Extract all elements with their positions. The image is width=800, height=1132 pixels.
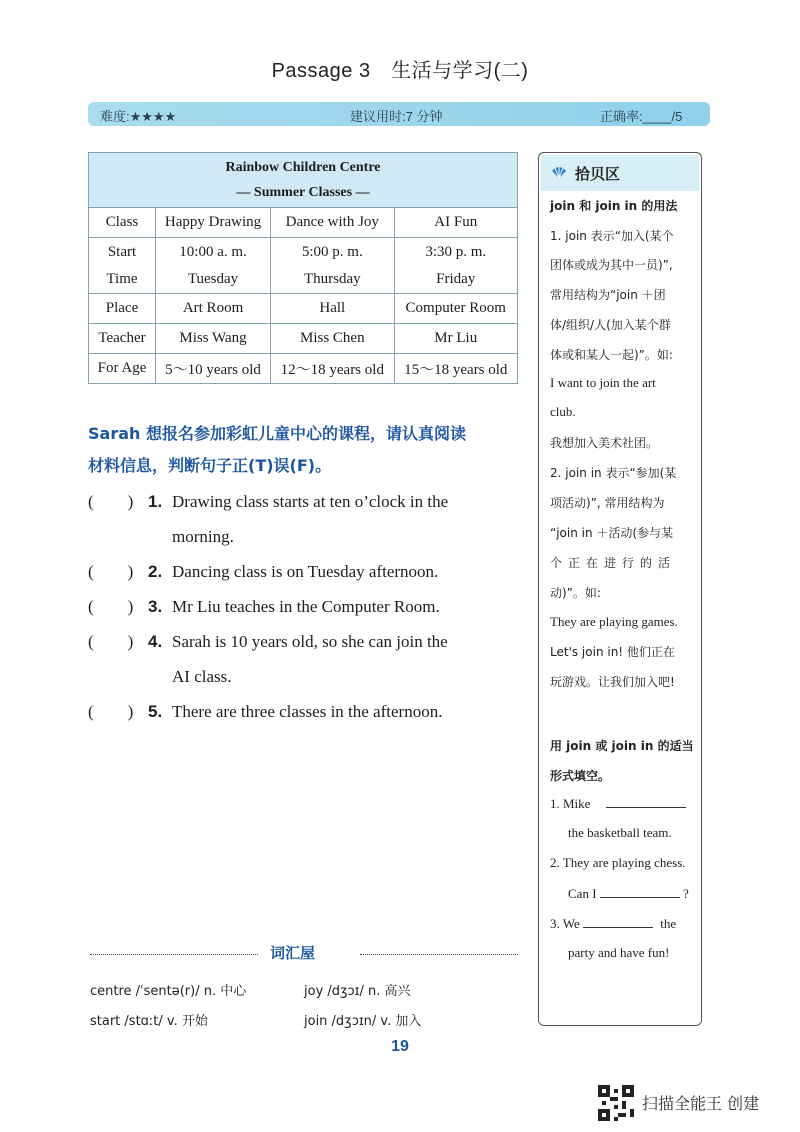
exercise-text: party and have fun! — [568, 945, 670, 960]
fill-blank[interactable] — [583, 915, 653, 928]
table-cell: Dance with Joy — [271, 208, 394, 238]
exercise-text: ? — [683, 886, 689, 901]
table-title: Rainbow Children Centre — [225, 160, 381, 175]
sidebar-line: 我想加入美术社团。 — [550, 436, 659, 450]
cell-line: 10:00 a. m. — [179, 243, 247, 260]
sidebar-line: I want to join the art — [550, 375, 656, 390]
sidebar-line: Let's join in! 他们正在 — [550, 645, 675, 659]
sidebar-line: 动)”。如: — [550, 586, 601, 600]
exercise-text: We — [562, 916, 580, 931]
exercise-number: 1. — [550, 796, 560, 811]
exercise-text: the — [660, 916, 677, 931]
cell-line: Thursday — [303, 270, 361, 287]
table-cell: Hall — [271, 294, 394, 324]
exercise-heading: 用 join 或 join in 的适当 — [550, 739, 694, 753]
question-number: 4. — [148, 632, 163, 651]
answer-bracket[interactable]: ( ) — [88, 702, 134, 721]
table-cell: Happy Drawing — [156, 208, 271, 238]
vocab-item: joy /dʒɔɪ/ n. 高兴 — [304, 984, 411, 999]
table-header — [89, 153, 518, 208]
question-text: Drawing class starts at ten o’clock in the — [172, 492, 449, 511]
question-number: 1. — [148, 492, 163, 511]
row-label-line: Time — [106, 270, 138, 287]
cell-line: Tuesday — [187, 270, 239, 287]
answer-bracket[interactable]: ( ) — [88, 597, 134, 616]
vocab-item: join /dʒɔɪn/ v. 加入 — [304, 1014, 422, 1029]
exercise-text: Mike — [563, 796, 591, 811]
table-cell — [394, 238, 517, 294]
cell-line: 3:30 p. m. — [425, 243, 487, 260]
exercise-item — [550, 915, 700, 932]
question-number: 3. — [148, 597, 163, 616]
instruction-line: Sarah 想报名参加彩虹儿童中心的课程，请认真阅读 — [88, 424, 466, 443]
fill-blank[interactable] — [600, 885, 680, 898]
table-cell: Mr Liu — [394, 324, 517, 354]
page-title: Passage 3 生活与学习(二) — [271, 60, 529, 82]
row-label: Teacher — [89, 324, 156, 354]
exercise-number: 3. — [550, 916, 560, 931]
instruction-line: 材料信息，判断句子正(T)误(F)。 — [88, 456, 332, 475]
exercise-item — [550, 795, 700, 812]
row-label: For Age — [89, 354, 156, 384]
vocab-item: centre /ˈsentə(r)/ n. 中心 — [90, 984, 247, 999]
vocab-item: start /stɑːt/ v. 开始 — [90, 1014, 208, 1029]
divider — [360, 954, 518, 955]
question-text: There are three classes in the afternoon. — [172, 702, 443, 721]
table-row — [89, 238, 518, 294]
exercise-text: They are playing chess. — [562, 855, 686, 870]
question-text-cont: AI class. — [172, 667, 232, 686]
sidebar-line: 玩游戏。让我们加入吧! — [550, 675, 675, 689]
table-cell — [271, 238, 394, 294]
shell-icon — [551, 165, 567, 179]
table-row — [89, 294, 518, 324]
sidebar-line: 团体或成为其中一员)”, — [550, 258, 673, 272]
accuracy-label: 正确率:____/5 — [600, 109, 683, 124]
cell-line: Friday — [436, 270, 476, 287]
table-cell: 15～18 years old — [394, 354, 517, 384]
exercise-text: the basketball team. — [568, 825, 672, 840]
table-row — [89, 208, 518, 238]
sidebar-title: 拾贝区 — [575, 165, 621, 183]
qr-code-icon — [598, 1085, 634, 1121]
schedule-table — [88, 152, 518, 384]
table-cell: Miss Wang — [156, 324, 271, 354]
question-text: Mr Liu teaches in the Computer Room. — [172, 597, 440, 616]
row-label-line: Start — [107, 243, 137, 260]
sidebar-line: 项活动)”, 常用结构为 — [550, 496, 665, 510]
exercise-heading: 形式填空。 — [550, 769, 611, 783]
table-cell: Art Room — [156, 294, 271, 324]
vocabulary-title: 词汇屋 — [270, 944, 316, 962]
question-number: 5. — [148, 702, 163, 721]
fill-blank[interactable] — [606, 795, 686, 808]
table-row — [89, 324, 518, 354]
table-cell — [156, 238, 271, 294]
divider — [90, 954, 258, 955]
question-text: Sarah is 10 years old, so she can join the — [172, 632, 448, 651]
answer-bracket[interactable]: ( ) — [88, 632, 134, 651]
question-text: Dancing class is on Tuesday afternoon. — [172, 562, 439, 581]
sidebar-line: 个正在进行的活 — [550, 556, 677, 570]
sidebar-line: club. — [550, 404, 576, 419]
answer-bracket[interactable]: ( ) — [88, 562, 134, 581]
row-label — [89, 238, 156, 294]
sidebar-line: “join in ＋活动(参与某 — [550, 526, 674, 540]
table-cell: AI Fun — [394, 208, 517, 238]
sidebar-line: 体或和某人一起)”。如: — [550, 348, 673, 362]
exercise-item — [568, 885, 718, 902]
info-bar — [88, 102, 710, 126]
row-label: Class — [89, 208, 156, 238]
table-cell: 12～18 years old — [271, 354, 394, 384]
row-label: Place — [89, 294, 156, 324]
instructions — [88, 418, 528, 482]
table-row — [89, 354, 518, 384]
exercise-number: 2. — [550, 855, 560, 870]
sidebar-line: 1. join 表示“加入(某个 — [550, 229, 674, 243]
sidebar-line: They are playing games. — [550, 614, 678, 629]
sidebar-heading: join 和 join in 的用法 — [550, 199, 678, 213]
exercise-item — [550, 855, 700, 871]
table-subtitle: — Summer Classes — — [236, 185, 370, 200]
watermark: 扫描全能王 创建 — [642, 1094, 760, 1113]
cell-line: 5:00 p. m. — [301, 243, 363, 260]
difficulty-label: 难度:★★★★ — [100, 109, 177, 124]
sidebar-line: 体/组织/人(加入某个群 — [550, 318, 671, 332]
question-text-cont: morning. — [172, 527, 234, 546]
sidebar-line: 常用结构为“join ＋团 — [550, 288, 666, 302]
suggested-time-label: 建议用时:7 分钟 — [350, 109, 443, 124]
table-cell: Computer Room — [394, 294, 517, 324]
table-cell: Miss Chen — [271, 324, 394, 354]
tips-sidebar — [538, 152, 702, 1026]
exercise-text: Can I — [568, 886, 597, 901]
page-number: 19 — [391, 1038, 409, 1055]
question-number: 2. — [148, 562, 163, 581]
answer-bracket[interactable]: ( ) — [88, 492, 134, 511]
table-cell: 5～10 years old — [156, 354, 271, 384]
sidebar-line: 2. join in 表示“参加(某 — [550, 466, 677, 480]
